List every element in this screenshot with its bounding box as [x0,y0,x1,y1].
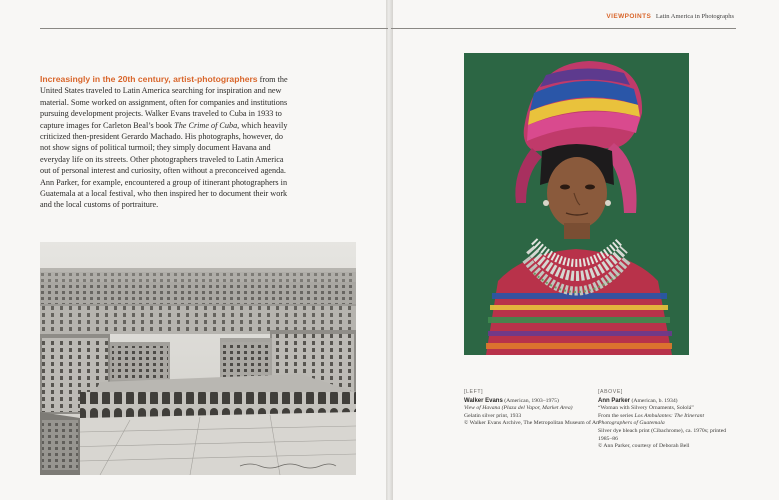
caption-left-credit: © Walker Evans Archive, The Metropolitan Museum of Art [464,420,600,427]
caption-right-series-prefix: From the series [598,412,635,419]
header-section: VIEWPOINTS [606,13,652,20]
intro-paragraph [40,74,294,211]
left-header-rule [40,28,388,29]
caption-right [598,389,738,451]
caption-right-credit: © Ann Parker, courtesy of Deborah Bell [598,443,690,450]
intro-text-part-2: , which heavily criticized then-president Gerardo Machado. His photographs, however, do not show signs of political turmoil; they simply document Havana and everyday life on its streets. Other photographers traveled to Latin America out of personal interest and curiosity, often without a preconceived agenda. Ann Parker, for example, encountered a group of itinerant photographers in Guatemala at a local festival, who then inspired her to document their work and the local customs of portraiture. [40,120,288,210]
caption-right-artist-dates: (American, b. 1934) [630,397,678,404]
intro-lead: Increasingly in the 20th century, artist-photographers [40,74,258,84]
intro-text-part-1: from the United States traveled to Latin America searching for inspiration and new material. Some worked on assignment, often for companies and institutions pursuing development projects. Walker Evans traveled to Cuba in 1933 to capture images for Carleton Beal’s book [40,75,288,130]
caption-right-title: “Woman with Silvery Ornaments, Sololá” [598,405,694,412]
caption-left-artist: Walker Evans [464,397,503,404]
right-header-rule [391,28,736,29]
caption-left-tag: [LEFT] [464,389,484,395]
caption-left [464,389,604,428]
caption-right-tag: [ABOVE] [598,389,623,395]
caption-left-title: View of Havana (Plaza del Vapor, Market Area) [464,405,573,412]
intro-book-title: The Crime of Cuba [174,120,238,130]
caption-right-series: Los Ambulantes: The Itinerant Photographers of Guatemala [598,412,705,427]
caption-left-medium: Gelatin silver print, 1933 [464,412,522,419]
caption-left-artist-dates: (American, 1903–1975) [502,397,559,404]
portrait-photograph [464,53,689,355]
caption-right-medium: Silver dye bleach print (Cibachrome), ca. 1970s; printed 1985–86 [598,427,727,442]
caption-right-artist: Ann Parker [598,397,631,404]
header-topic: Latin America in Photographs [655,13,734,20]
book-gutter [386,0,393,500]
running-header [606,13,734,20]
havana-photograph [40,242,356,475]
